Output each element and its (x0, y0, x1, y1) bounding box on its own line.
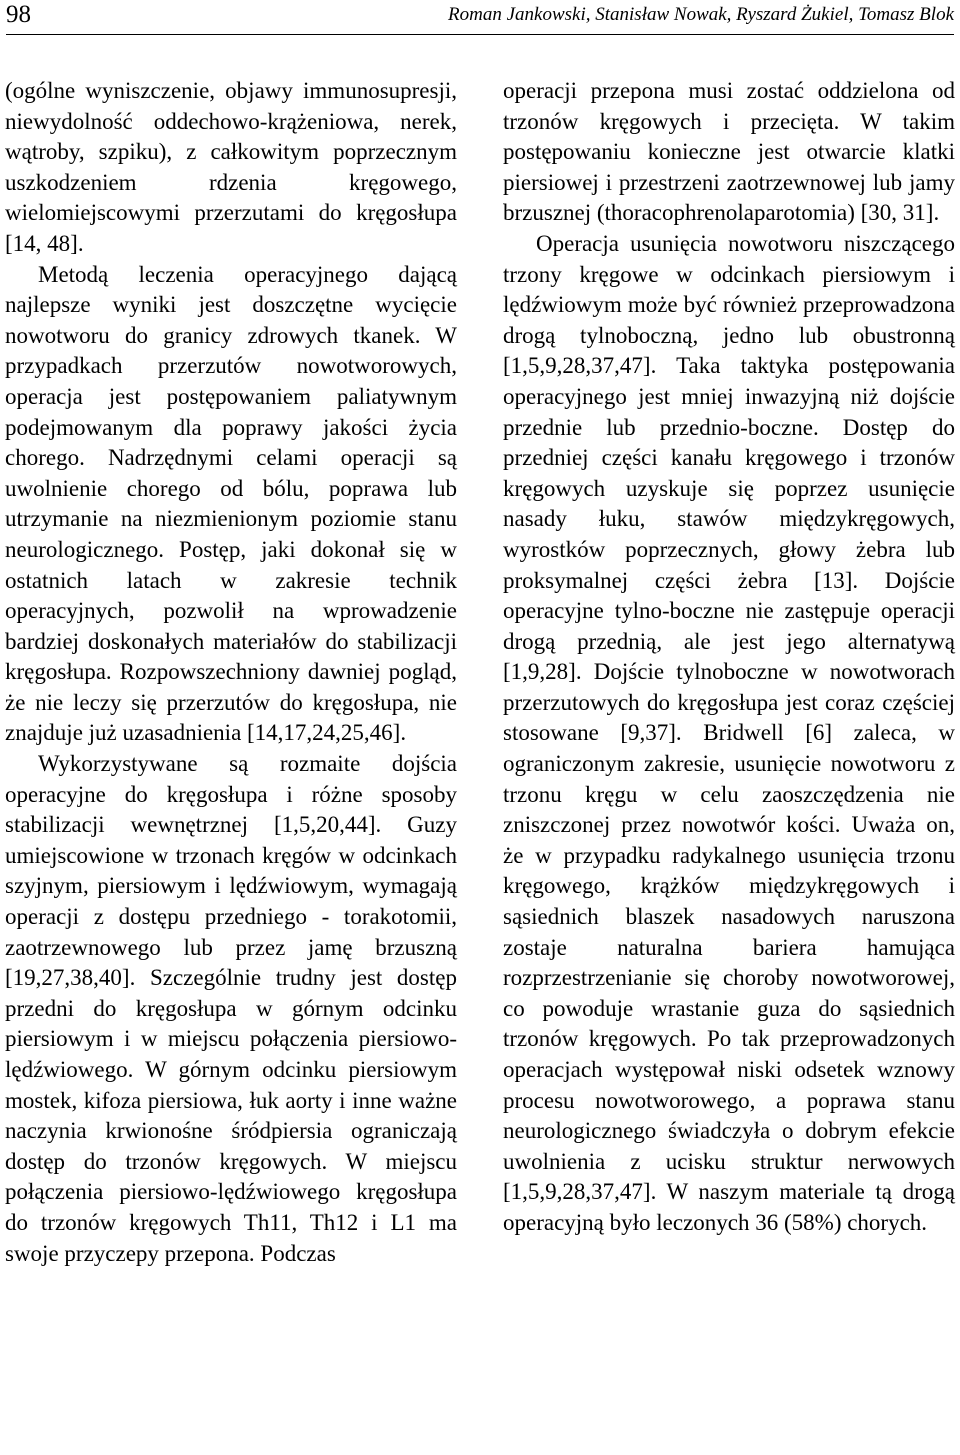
page-number: 98 (6, 1, 31, 28)
running-head-authors: Roman Jankowski, Stanisław Nowak, Ryszard Żukiel, Tomasz Blok (448, 4, 954, 25)
paragraph-continuation: (ogólne wyniszczenie, objawy immunosupresji, niewydolność oddechowo-krążeniowa, nerek, wątroby, szpiku), z całkowitym poprzecznym uszkodzeniem rdzenia kręgowego, wielomiejscowymi przerzutami do kręgosłupa [14, 48]. (5, 78, 457, 256)
paragraph-posterolateral-approach: Operacja usunięcia nowotworu niszczącego trzony kręgowe w odcinkach piersiowym i lędźwiowym może być również przeprowadzona drogą tylnoboczną, jedno lub obustronną [1,5,9,28,37,47]. Taka taktyka postępowania operacyjnego jest mniej inwazyjną niż dojście przednie lub przednio-boczne. Dostęp do przedniej części kanału kręgowego i trzonów kręgowych uzyskuje się poprzez usunięcie nasady łuku, stawów międzykręgowych, wyrostków poprzecznych, głowy żebra lub proksymalnej części żebra [13]. Dojście operacyjne tylno-boczne nie zastępuje operacji drogą przednią, ale jest jego alternatywą [1,9,28]. Dojście tylnoboczne w nowotworach przerzutowych do kręgosłupa jest coraz częściej stosowane [9,37]. Bridwell [6] zaleca, w ograniczonym zakresie, usunięcie nowotworu z trzonu kręgu w celu zaoszczędzenia nie zniszczonej przez nowotwór kości. Uważa on, że w przypadku radykalnego usunięcia trzonu kręgowego, krążków międzykręgowych i sąsiednich blaszek nasadowych naruszona zostaje naturalna bariera hamująca rozprzestrzenianie się choroby nowotworowej, co powoduje wrastanie guza do sąsiednich trzonów kręgowych. Po tak przeprowadzonych operacjach występował niski odsetek wznowy procesu nowotworowego, a poprawa stanu neurologicznego świadczyła o dobrym efekcie uwolnienia z ucisku struktur nerwowych [1,5,9,28,37,47]. W naszym materiale tą drogą operacyjną było leczonych 36 (58%) chorych. (503, 230, 955, 1235)
paragraph-continuation-right: operacji przepona musi zostać oddzielona od trzonów kręgowych i przecięta. W takim postępowaniu konieczne jest otwarcie klatki piersiowej i przestrzeni zaotrzewnowej lub jamy brzusznej (thoracophrenolaparotomia) [30, 31]. (503, 78, 955, 226)
paragraph-surgical-approaches: Wykorzystywane są rozmaite dojścia operacyjne do kręgosłupa i różne sposoby stabilizacji wewnętrznej [1,5,20,44]. Guzy umiejscowione w trzonach kręgów w odcinkach szyjnym, piersiowym i lędźwiowym, wymagają operacji z dostępu przedniego - torakotomii, zaotrzewnowego lub przez jamę brzuszną [19,27,38,40]. Szczególnie trudny jest dostęp przedni do kręgosłupa w górnym odcinku piersiowym i w miejscu połączenia piersiowo-lędźwiowego. W górnym odcinku piersiowym mostek, kifoza piersiowa, łuk aorty i inne ważne naczynia krwionośne śródpiersia ograniczają dostęp do trzonów kręgowych. W miejscu połączenia piersiowo-lędźwiowego kręgosłupa do trzonów kręgowych Th11, Th12 i L1 ma swoje przyczepy przepona. Podczas (5, 751, 457, 1266)
paragraph-surgical-method: Metodą leczenia operacyjnego dającą najlepsze wyniki jest doszczętne wycięcie nowotworu do granicy zdrowych tkanek. W przypadkach przerzutów nowotworowych, operacja jest postępowaniem paliatywnym podejmowanym dla poprawy jakości życia chorego. Nadrzędnymi celami operacji są uwolnienie chorego od bólu, poprawa lub utrzymanie na niezmienionym poziomie stanu neurologicznego. Postęp, jaki dokonał się w ostatnich latach w zakresie technik operacyjnych, pozwolił na wprowadzenie bardziej doskonałych materiałów do stabilizacji kręgosłupa. Rozpowszechniony dawniej pogląd, że nie leczy się przerzutów do kręgosłupa, nie znajduje już uzasadnienia [14,17,24,25,46]. (5, 261, 457, 746)
page-header (6, 0, 954, 35)
left-column (5, 76, 457, 1269)
right-column (503, 76, 955, 1239)
